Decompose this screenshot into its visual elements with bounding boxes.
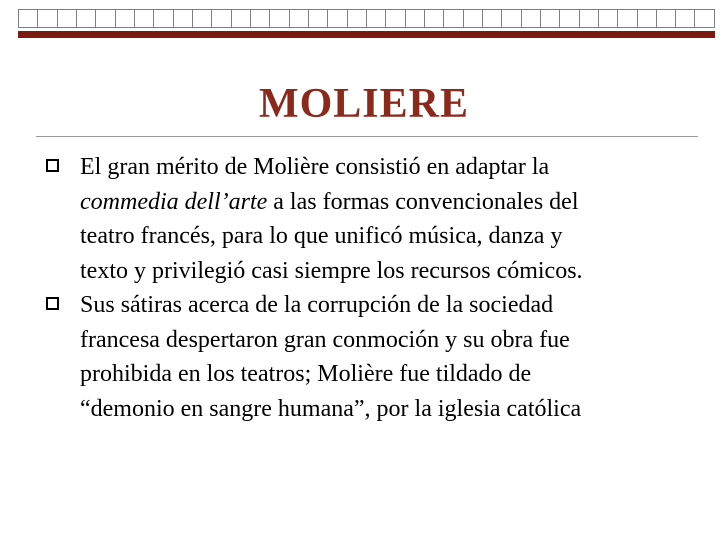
- header-square: [579, 9, 599, 28]
- header-square: [366, 9, 386, 28]
- header-square: [173, 9, 193, 28]
- bullet-text: [80, 288, 688, 426]
- header-square: [424, 9, 444, 28]
- header-square: [559, 9, 579, 28]
- header-square: [289, 9, 309, 28]
- header-square: [443, 9, 463, 28]
- text-segment: prohibida en los teatros; Molière fue tildado de: [80, 361, 532, 387]
- text-segment: a las formas convencionales del: [267, 188, 579, 215]
- header-square: [482, 9, 502, 28]
- header-square: [153, 9, 173, 28]
- text-segment: “demonio en sangre humana”, por la iglesia católica: [80, 395, 582, 422]
- bullet-line: [80, 254, 688, 289]
- header-square: [463, 9, 483, 28]
- bullet-line: [80, 392, 688, 427]
- text-segment: Sus sátiras acerca de la corrupción de la sociedad: [80, 292, 554, 318]
- header-square: [327, 9, 347, 28]
- bullet-item: [0, 150, 728, 288]
- bullet-line: [80, 185, 688, 220]
- bullet-line: [80, 323, 688, 358]
- header-square: [308, 9, 328, 28]
- bullet-text: [80, 150, 688, 288]
- italic-text-segment: commedia dell’arte: [80, 188, 268, 215]
- header-square: [18, 9, 38, 28]
- header-square: [347, 9, 367, 28]
- text-segment: francesa despertaron gran conmoción y su obra fue: [80, 326, 570, 353]
- bullet-item: [0, 288, 728, 426]
- hollow-square-bullet-icon: [46, 159, 59, 172]
- header-square: [617, 9, 637, 28]
- header-square: [694, 9, 714, 28]
- bullet-line: [80, 357, 688, 392]
- header-square: [501, 9, 521, 28]
- bullet-line: [80, 150, 688, 185]
- title-divider: [36, 136, 698, 137]
- header-bar: [18, 31, 715, 38]
- header-square: [211, 9, 231, 28]
- header-square: [57, 9, 77, 28]
- bullet-line: [80, 219, 688, 254]
- header-square: [521, 9, 541, 28]
- header-square: [405, 9, 425, 28]
- header-square: [385, 9, 405, 28]
- text-segment: teatro francés, para lo que unificó música, danza y: [80, 223, 563, 249]
- slide-title: MOLIERE: [258, 81, 470, 127]
- header-square: [675, 9, 695, 28]
- bullet-line: [80, 288, 688, 323]
- hollow-square-bullet-icon: [46, 297, 59, 310]
- header-square: [637, 9, 657, 28]
- header-square: [37, 9, 57, 28]
- header-square-strip: [18, 9, 715, 28]
- header-square: [231, 9, 251, 28]
- text-segment: texto y privilegió casi siempre los recursos cómicos.: [80, 257, 583, 284]
- header-square: [656, 9, 676, 28]
- header-square: [540, 9, 560, 28]
- header-square: [192, 9, 212, 28]
- header-square: [95, 9, 115, 28]
- header-square: [134, 9, 154, 28]
- header-square: [598, 9, 618, 28]
- header-square: [269, 9, 289, 28]
- bullet-list: [0, 150, 728, 426]
- header-square: [250, 9, 270, 28]
- header-square: [76, 9, 96, 28]
- text-segment: El gran mérito de Molière consistió en adaptar la: [80, 154, 550, 180]
- header-square: [115, 9, 135, 28]
